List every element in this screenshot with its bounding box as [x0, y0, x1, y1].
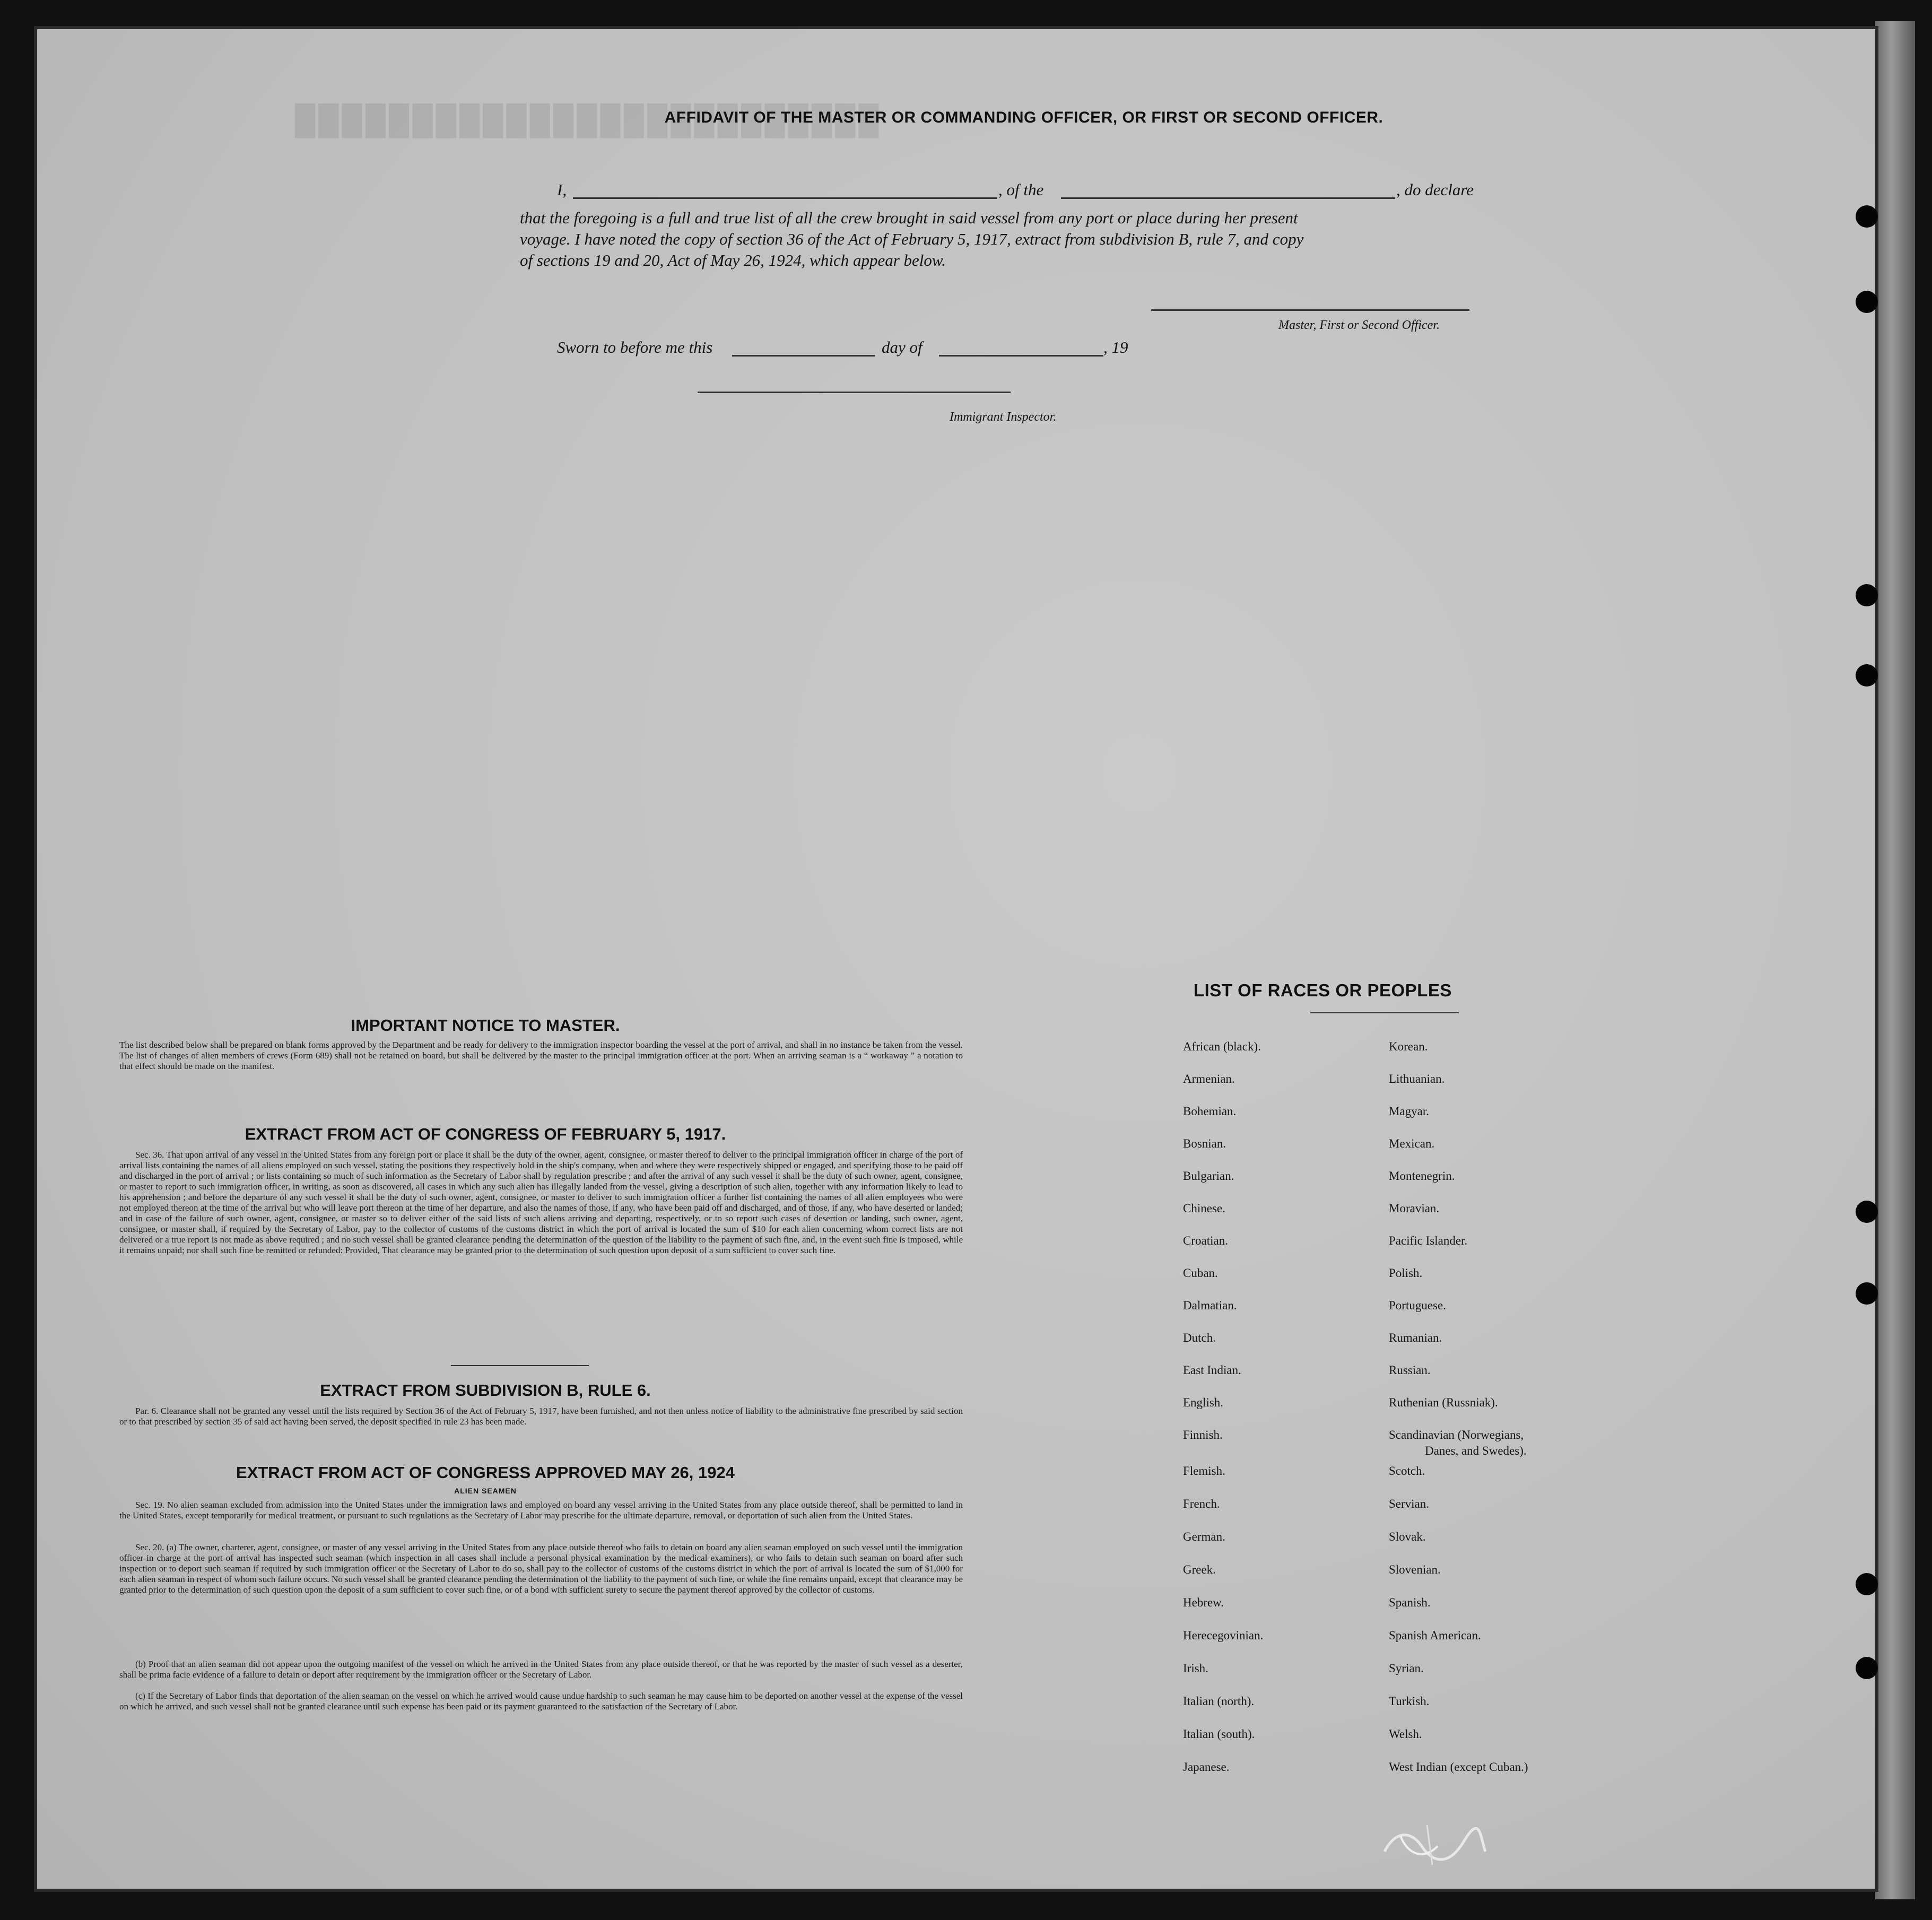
act1924-sec19: Sec. 19. No alien seaman excluded from admission into the United States under the immigration laws and employed on board any vessel arriving in the United States from any place outside thereof, shall be permitted to land in the United States, except temporarily for medical treatment, or pursuant to such regulations as the Secretary of Labor may prescribe for the ultimate departure, removal, or deportation of such alien from the United States. [119, 1500, 963, 1521]
races-col2 [1389, 1040, 1633, 1836]
punch-hole [1856, 1573, 1878, 1595]
race-item: Welsh. [1389, 1727, 1422, 1741]
race-item: Rumanian. [1389, 1331, 1442, 1344]
race-item: Moravian. [1389, 1202, 1440, 1215]
notice-body: The list described below shall be prepared on blank forms approved by the Department and be ready for delivery to the immigration inspector boarding the vessel at the port of arrival, and shall in no instance be taken from the vessel. The list of changes of alien members of crews (Form 689) shall not be retained on board, but shall be delivered by the master to the principal immigration officer at the port. When an arriving seaman is a “ workaway ” a notation to that effect should be made on the manifest. [119, 1040, 963, 1071]
punch-hole [1856, 1657, 1878, 1679]
race-item: Greek. [1183, 1563, 1216, 1576]
act1917-title: EXTRACT FROM ACT OF CONGRESS OF FEBRUARY 5, 1917. [245, 1125, 726, 1143]
race-item: Mexican. [1389, 1137, 1435, 1150]
race-item: Bosnian. [1183, 1137, 1226, 1150]
act1924-sec20c: (c) If the Secretary of Labor finds that deportation of the alien seaman on the vessel on which he arrived would cause undue hardship to such seaman he may cause him to be deported on another vessel at the expense of the vessel on which he arrived, and such vessel shall not be granted clearance until such expense has been paid or its payment guaranteed to the satisfaction of the Secretary of Labor. [119, 1691, 963, 1712]
rule6-body: Par. 6. Clearance shall not be granted any vessel until the lists required by Section 36 of the Act of February 5, 1917, have been furnished, and not then unless notice of liability to the administrative fine prescribed by said section or to that prescribed by section 35 of said act having been served, the deposit specified in rule 23 has been made. [119, 1406, 963, 1427]
race-item: Bulgarian. [1183, 1169, 1234, 1183]
manifest-sheet [37, 29, 1875, 1889]
race-item: Italian (north). [1183, 1695, 1255, 1708]
act1924-sec20a: Sec. 20. (a) The owner, charterer, agent, consignee, or master of any vessel arriving in the United States from any place outside thereof who fails to detain on board any alien seaman employed on such vessel until the immigration officer in charge at the port of arrival has inspected such seaman (which inspection in all cases shall include a personal physical examination by the medical examiners), or who fails to detain such seaman on board after such inspection or to deport such seaman if required by such immigration officer or the Secretary of Labor to do so, shall pay to the collector of customs of the customs district in which the port of arrival is located the sum of $1,000 for each alien seaman in respect of whom such failure occurs. No such vessel shall be granted clearance pending the determination of the liability to the payment of such fine, or while the fine remains unpaid, except that clearance may be granted prior to the determination of such question upon the deposit of a sum sufficient to cover such fine, or of a bond with sufficient surety to secure the payment thereof approved by the collector of customs. [119, 1542, 963, 1595]
races-title: LIST OF RACES OR PEOPLES [1194, 980, 1452, 1000]
notice-title: IMPORTANT NOTICE TO MASTER. [351, 1016, 620, 1035]
race-item: Montenegrin. [1389, 1169, 1455, 1183]
race-item: Italian (south). [1183, 1727, 1255, 1741]
races-col1 [1183, 1040, 1374, 1836]
sworn-day-of-label: day of [882, 338, 923, 357]
race-item: Pacific Islander. [1389, 1234, 1468, 1247]
race-item: Finnish. [1183, 1428, 1223, 1441]
affidavit-declare-label: , do declare [1396, 180, 1474, 199]
race-item: Portuguese. [1389, 1299, 1446, 1312]
race-item: Hebrew. [1183, 1596, 1224, 1609]
race-item: West Indian (except Cuban.) [1389, 1760, 1528, 1774]
punch-hole [1856, 1282, 1878, 1305]
race-item: Croatian. [1183, 1234, 1228, 1247]
affidavit-title: AFFIDAVIT OF THE MASTER OR COMMANDING OFFICER, OR FIRST OR SECOND OFFICER. [664, 109, 1383, 126]
act1924-title: EXTRACT FROM ACT OF CONGRESS APPROVED MAY 26, 1924 [236, 1463, 735, 1482]
bleed-through-ghost: █████████████████████████ [292, 104, 879, 136]
race-item: Ruthenian (Russniak). [1389, 1396, 1498, 1409]
punch-hole [1856, 291, 1878, 313]
race-item: Dalmatian. [1183, 1299, 1237, 1312]
race-item: Cuban. [1183, 1266, 1218, 1280]
race-item: Armenian. [1183, 1072, 1235, 1085]
race-item: Flemish. [1183, 1464, 1225, 1478]
race-item: Japanese. [1183, 1760, 1230, 1774]
race-item: Turkish. [1389, 1695, 1430, 1708]
affidavit-line2: that the foregoing is a full and true list of all the crew brought in said vessel from any port or place during her present [520, 208, 1298, 227]
affidavit-i-label: I, [557, 180, 567, 199]
sworn-line [520, 338, 1209, 359]
master-signature-label: Master, First or Second Officer. [1278, 318, 1440, 332]
race-item: Spanish. [1389, 1596, 1431, 1609]
race-item: German. [1183, 1530, 1225, 1543]
act1924-sec20b: (b) Proof that an alien seaman did not appear upon the outgoing manifest of the vessel on which he arrived in the United States from any place outside thereof, or that he was reported by the master of such vessel as a deserter, shall be prima facie evidence of a failure to detain or deport after requirement by the immigration officer or the Secretary of Labor. [119, 1659, 963, 1680]
race-item-continuation: Danes, and Swedes). [1425, 1444, 1527, 1457]
race-item: East Indian. [1183, 1363, 1241, 1377]
sworn-prefix: Sworn to before me this [557, 338, 713, 357]
master-name-field[interactable] [573, 197, 997, 199]
inspector-signature-line[interactable] [698, 392, 1011, 393]
sworn-month-field[interactable] [939, 355, 1103, 357]
punch-hole [1856, 584, 1878, 606]
page-stack-edge [1875, 21, 1915, 1899]
sworn-day-field[interactable] [732, 355, 875, 357]
race-item: Bohemian. [1183, 1105, 1237, 1118]
rule6-title: EXTRACT FROM SUBDIVISION B, RULE 6. [320, 1381, 651, 1400]
race-item: Herecegovinian. [1183, 1629, 1264, 1642]
stamp-mark [1374, 1814, 1491, 1878]
affidavit-line1 [520, 180, 1560, 202]
race-item: French. [1183, 1497, 1220, 1510]
punch-hole [1856, 1201, 1878, 1223]
sworn-year-label: , 19 [1103, 338, 1128, 357]
race-item: Spanish American. [1389, 1629, 1481, 1642]
act1924-subtitle: ALIEN SEAMEN [454, 1487, 517, 1495]
race-item: Korean. [1389, 1040, 1428, 1053]
punch-hole [1856, 205, 1878, 228]
affidavit-line4: of sections 19 and 20, Act of May 26, 1924, which appear below. [520, 251, 946, 270]
punch-hole [1856, 664, 1878, 687]
race-item: Russian. [1389, 1363, 1431, 1377]
race-item: African (black). [1183, 1040, 1261, 1053]
race-item: Chinese. [1183, 1202, 1225, 1215]
race-item: Scotch. [1389, 1464, 1425, 1478]
race-item: Irish. [1183, 1662, 1208, 1675]
race-item: Syrian. [1389, 1662, 1424, 1675]
race-item: Lithuanian. [1389, 1072, 1445, 1085]
inspector-label: Immigrant Inspector. [950, 410, 1057, 424]
race-item: Servian. [1389, 1497, 1430, 1510]
race-item: Scandinavian (Norwegians, [1389, 1428, 1524, 1441]
act1917-body: Sec. 36. That upon arrival of any vessel in the United States from any foreign port or place it shall be the duty of the owner, agent, consignee, or master thereof to deliver to the principal immigration officer in charge of the port of arrival lists containing the names of all aliens employed on such vessel, stating the positions they respectively hold in the ship's company, when and where they were respectively shipped or engaged, and specifying those to be paid off and discharged in the port of arrival ; or lists containing so much of such information as the Secretary of Labor shall by regulation prescribe ; and after the arrival of any such vessel it shall be the duty of such owner, agent, consignee, or master to report to such immigration officer, in writing, as soon as discovered, all cases in which any such alien has illegally landed from the vessel, giving a description of such alien, together with any information likely to lead to his apprehension ; and before the departure of any such vessel it shall be the duty of such owner, agent, consignee, or master to deliver to such immigration officer a further list containing the names of all alien employees who were not employed thereon at the time of the arrival but who will leave port thereon at the time of her departure, and also the names of those, if any, who have been paid off and discharged, and of those, if any, who have deserted or landed; and in case of the failure of such owner, agent, consignee, or master so to deliver either of the said lists of such aliens arriving and departing, respectively, or to so report such cases of desertion or landing, such owner, agent, consignee, or master shall, if required by the Secretary of Labor, pay to the collector of customs of the customs district in which the port of arrival is located the sum of $10 for each alien concerning whom correct lists are not delivered or a true report is not made as above required ; and no such vessel shall be granted clearance pending the determination of the question of the liability to the payment of such fine, and, in the event such fine is imposed, while it remains unpaid; nor shall such fine be remitted or refunded: Provided, That clearance may be granted prior to the determination of such question upon deposit of a sum sufficient to cover such fine. [119, 1150, 963, 1255]
affidavit-of-the-label: , of the [998, 180, 1044, 199]
race-item: Slovenian. [1389, 1563, 1441, 1576]
section-divider [451, 1365, 589, 1366]
vessel-name-field[interactable] [1061, 197, 1395, 199]
race-item: Polish. [1389, 1266, 1423, 1280]
race-item: English. [1183, 1396, 1224, 1409]
affidavit-line3: voyage. I have noted the copy of section 36 of the Act of February 5, 1917, extract from subdivision B, rule 7, and copy [520, 230, 1304, 248]
master-signature-line[interactable] [1151, 309, 1469, 311]
race-item: Magyar. [1389, 1105, 1430, 1118]
races-title-rule [1310, 1012, 1459, 1013]
race-item: Slovak. [1389, 1530, 1426, 1543]
race-item: Dutch. [1183, 1331, 1216, 1344]
